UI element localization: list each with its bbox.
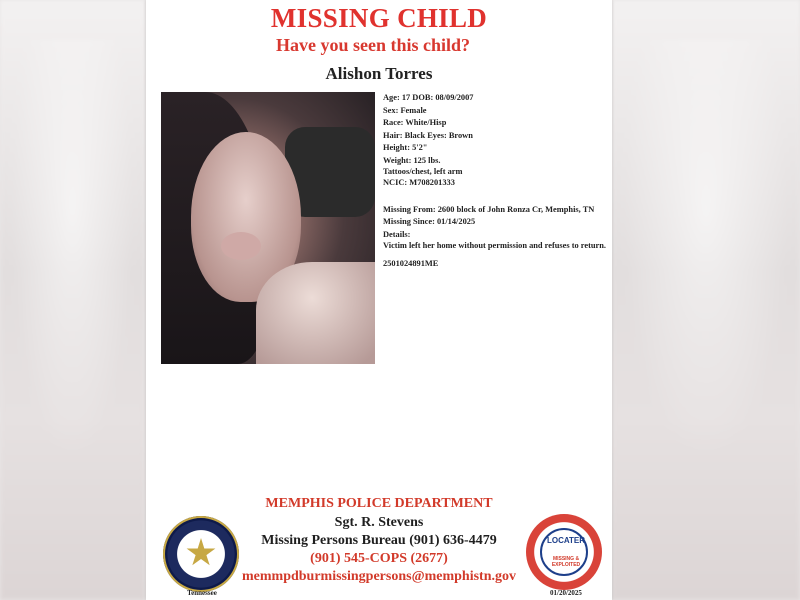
height: Height: 5'2" — [383, 143, 428, 153]
sex: Sex: Female — [383, 105, 427, 115]
cops-phone: (901) 545-COPS (2677) — [310, 551, 448, 566]
weight: Weight: 125 lbs. — [383, 155, 441, 165]
department-name: MEMPHIS POLICE DEPARTMENT — [265, 496, 493, 511]
flyer-date: 01/20/2025 — [550, 589, 582, 597]
spacer — [383, 190, 612, 204]
bureau-phone: Missing Persons Bureau (901) 636-4479 — [261, 533, 497, 548]
missing-child-flyer — [146, 0, 612, 600]
background-blur-left — [0, 0, 145, 600]
details-label: Details: — [383, 229, 411, 239]
locater-logo-icon — [526, 514, 602, 590]
badge-star-icon — [186, 538, 216, 568]
race: Race: White/Hisp — [383, 118, 447, 128]
child-photo — [161, 92, 375, 364]
case-number: 2501024891ME — [383, 259, 439, 269]
photo-lips — [221, 232, 261, 260]
officer-name: Sgt. R. Stevens — [334, 515, 424, 530]
memphis-police-seal-icon — [163, 516, 239, 592]
locater-logo-inner — [540, 528, 588, 576]
seal-caption: Tennessee — [187, 589, 217, 597]
missing-from: Missing From: 2600 block of John Ronza Cr, Memphis, TN — [383, 204, 595, 214]
contact-email[interactable]: memmpdburmissingpersons@memphistn.gov — [242, 569, 516, 584]
details-block — [383, 92, 612, 271]
subheadline: Have you seen this child? — [276, 35, 471, 55]
hair-eyes: Hair: Black Eyes: Brown — [383, 130, 473, 140]
locater-label: LOCATER — [546, 536, 586, 545]
background-blur-right — [612, 0, 800, 600]
ncic: NCIC: M708201333 — [383, 177, 455, 187]
headline: MISSING CHILD — [270, 3, 488, 33]
tattoos: Tattoos/chest, left arm — [383, 166, 463, 176]
missing-since: Missing Since: 01/14/2025 — [383, 217, 476, 227]
child-name: Alishon Torres — [325, 64, 433, 83]
locater-sub: MISSING & EXPLOITED — [551, 556, 581, 568]
age-dob: Age: 17 DOB: 08/09/2007 — [383, 93, 474, 102]
details-text: Victim left her home without permission and refuses to return. — [383, 240, 607, 250]
photo-chest — [256, 262, 375, 364]
